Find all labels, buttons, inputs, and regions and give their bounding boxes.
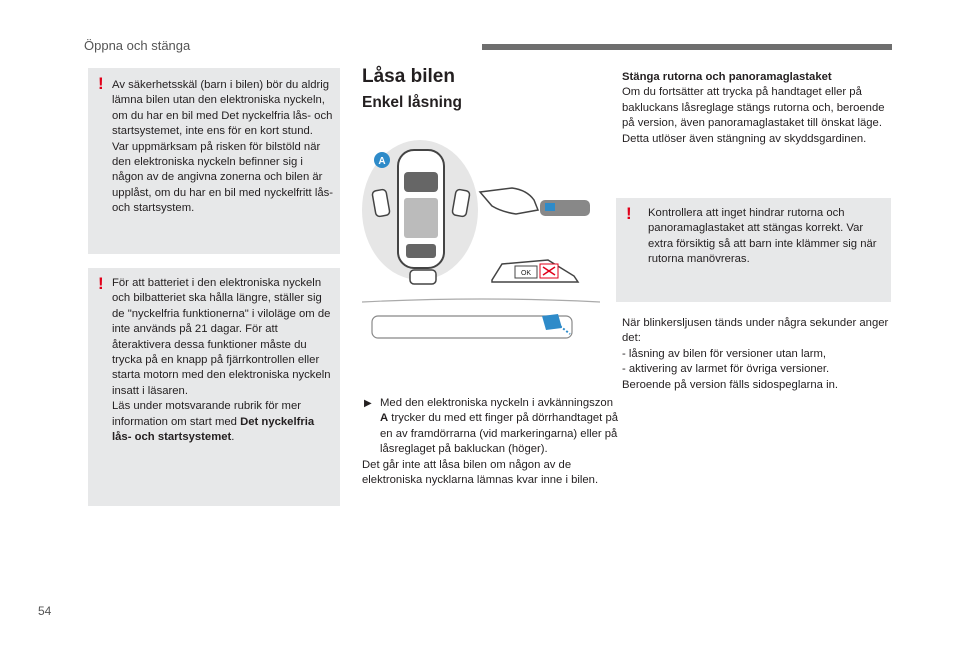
- hand-icon: [480, 188, 538, 214]
- section-heading: Stänga rutorna och panoramaglastaket: [622, 71, 832, 83]
- warning-text: Kontrollera att inget hindrar rutorna och panoramaglastaket att stängas korrekt. Var extra försiktig så att barn inte klämmer sig när rutorna manövreras.: [648, 207, 877, 266]
- bullet-arrow-icon: ▶: [364, 398, 372, 409]
- header-bar: [482, 44, 892, 50]
- note-text: Det går inte att låsa bilen om någon av de elektroniska nycklarna lämnas kvar inne i bilen.: [362, 458, 599, 487]
- windows-section: [622, 70, 892, 147]
- paragraph: När blinkersljusen tänds under några sekunder anger det:: [622, 317, 889, 345]
- warning-text: För att batteriet i den elektroniska nyckeln och bilbatteriet ska hålla längre, ställer sig de "nyckelfria funktionerna" i viloläge om de inte används på 21 dagar. För att återaktivera dessa funktioner måste du trycka på en knapp på fjärrkontrollen eller starta motorn med den elektroniska nyckeln insatt i läsaren.: [112, 277, 331, 397]
- section-title: Öppna och stänga: [84, 38, 191, 53]
- page-number: 54: [38, 604, 52, 618]
- warning-box-windows: [616, 198, 891, 302]
- warning-box-security: [88, 68, 340, 254]
- indicators-section: [622, 316, 892, 393]
- car-rear-window: [406, 244, 436, 258]
- instruction-block: [362, 396, 622, 488]
- key-fob-icon: [410, 270, 436, 284]
- section-subtitle: Enkel låsning: [362, 94, 462, 111]
- handle-marking: [545, 203, 555, 211]
- warning-text: Av säkerhetsskäl (barn i bilen) bör du aldrig lämna bilen utan den elektroniska nyckeln, om du har en bil med Det nyckelfria lås- och startsystemet, inte ens för en kort stund.: [112, 79, 333, 138]
- zone-a-label: A: [378, 156, 386, 167]
- paragraph: Detta utlöser även stängning av skyddsgardinen.: [622, 132, 867, 145]
- warning-text: Var uppmärksam på risken för bilstöld när den elektroniska nyckeln befinner sig i någon av de angivna zonerna och bilen är upplåst, om du har en bil med nyckelfritt lås- och startsystem.: [112, 140, 334, 215]
- list-item: - låsning av bilen för versioner utan larm,: [622, 347, 827, 360]
- warning-icon: !: [98, 74, 104, 93]
- instruction-bullet: ▶ Med den elektroniska nyckeln i avkänningszon A trycker du med ett finger på dörrhandtaget på en av framdörrarna (vid markeringarna) eller på låsreglaget på bakluckan (höger).: [364, 397, 619, 456]
- tailgate-trim: [372, 316, 572, 338]
- list-item: - aktivering av larmet för övriga versioner.: [622, 363, 830, 376]
- page-title: Låsa bilen: [362, 66, 455, 87]
- warning-text: Läs under motsvarande rubrik för mer information om start med Det nyckelfria lås- och startsystemet.: [112, 400, 315, 444]
- ok-label: OK: [520, 270, 532, 277]
- warning-icon: !: [98, 274, 104, 293]
- warning-box-battery: [88, 268, 340, 506]
- car-roof: [404, 198, 438, 238]
- warning-icon: !: [626, 204, 632, 223]
- zone-reference: A: [380, 412, 389, 425]
- tailgate-illustration: [362, 294, 602, 350]
- paragraph: Beroende på version fälls sidospeglarna in.: [622, 378, 839, 391]
- paragraph: Om du fortsätter att trycka på handtaget eller på bakluckans låsreglage stängs rutorna och, beroende på version, även panoramaglastaket till önskat läge.: [622, 86, 885, 130]
- keyless-system-reference: Det nyckelfria lås- och startsystemet: [112, 415, 315, 444]
- car-windshield: [404, 172, 438, 192]
